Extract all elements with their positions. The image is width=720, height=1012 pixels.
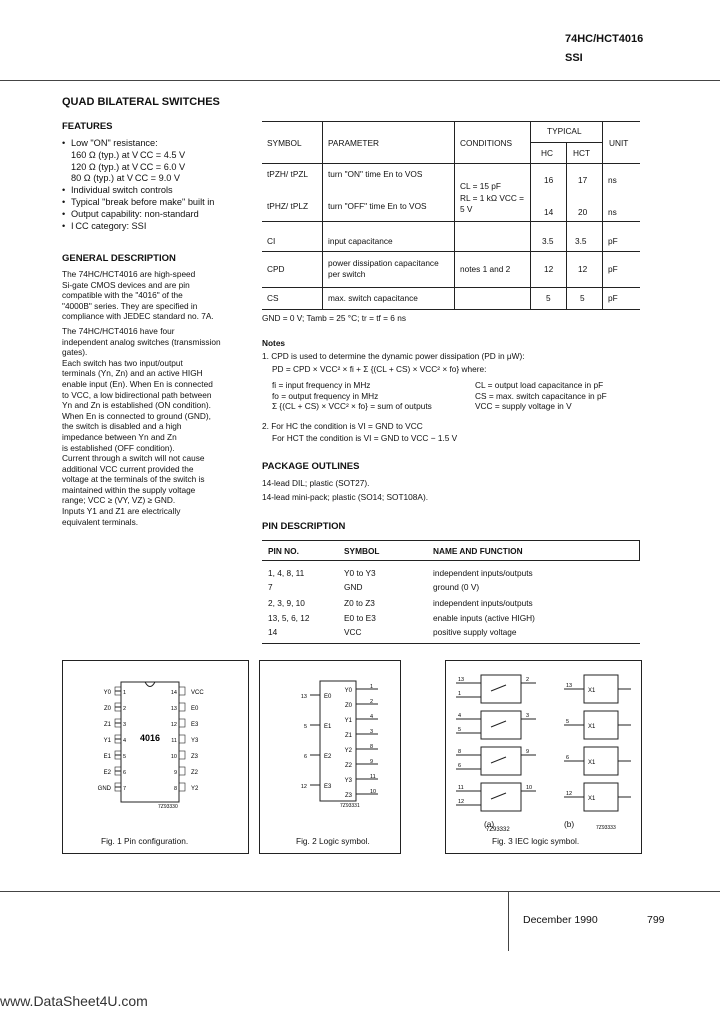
table-cell-hct: 20 <box>578 207 588 217</box>
note-2b: For HCT the condition is VI = GND to VCC − 1.5 V <box>272 433 458 443</box>
pin-number: 7 <box>123 786 127 792</box>
pin-number: 8 <box>458 749 462 755</box>
pin-number: 9 <box>526 749 530 755</box>
package-line: 14-lead mini-pack; plastic (SO14; SOT108A). <box>262 492 429 502</box>
pin-number: 2 <box>123 706 127 712</box>
pin-box <box>179 783 185 791</box>
enable-number: 6 <box>303 754 307 760</box>
feature-item: • Typical "break before make" built in <box>62 196 215 207</box>
pin-label: Y1 <box>103 738 111 744</box>
general-description-heading: GENERAL DESCRIPTION <box>62 253 176 264</box>
pin-number: 6 <box>566 755 570 761</box>
paragraph: The 74HC/HCT4016 have four independent analog switches (transmission gates). <box>62 325 221 358</box>
table-cell-parameter: max. switch capacitance <box>328 293 418 303</box>
table-footnote: GND = 0 V; Tamb = 25 °C; tr = tf = 6 ns <box>262 313 406 323</box>
chip-label: 4016 <box>139 733 161 743</box>
feature-item: 120 Ω (typ.) at V CC = 6.0 V <box>71 161 186 172</box>
feature-item: • Low "ON" resistance: <box>62 138 158 148</box>
figure-3-caption: Fig. 3 IEC logic symbol. <box>492 836 580 846</box>
pin-label: Y2 <box>191 786 199 792</box>
table-cell-parameter: turn "OFF" time En to VOS <box>328 201 427 211</box>
pin-symbol: VCC <box>344 627 362 637</box>
switch-label: X1 <box>588 724 596 730</box>
switch-box <box>481 747 521 775</box>
header-hc: HC <box>541 148 553 158</box>
pin-number: 5 <box>458 727 462 733</box>
table-cell-symbol: CI <box>267 236 276 246</box>
output-label: Y2 <box>344 748 352 754</box>
figure-code: 7Z93333 <box>596 825 616 831</box>
pin-number: 12 <box>566 791 573 797</box>
pin-number: 9 <box>173 770 177 776</box>
pin-header-no: PIN NO. <box>268 546 299 556</box>
general-description <box>62 269 262 527</box>
pin-number: 3 <box>526 713 530 719</box>
table-cell-symbol: CPD <box>267 264 285 274</box>
table-cell-unit: pF <box>608 264 618 274</box>
pin-symbol: E0 to E3 <box>344 613 376 623</box>
pin-header-symbol: SYMBOL <box>344 546 380 556</box>
paragraph: Current through a switch will not cause additional VCC current provided the voltage at the terminals of the switch is maintained within the supply voltage range; VCC ≥ (VY, VZ) ≥ GND. Inputs Y1 and Z1 are electrically equivalent terminals. <box>62 453 205 527</box>
pin-number: 10 <box>526 785 533 791</box>
pin-box <box>179 735 185 743</box>
enable-label: E2 <box>324 754 332 760</box>
figure-1-caption: Fig. 1 Pin configuration. <box>101 836 189 846</box>
table-cell-unit: pF <box>608 293 618 303</box>
output-number: 9 <box>370 759 374 765</box>
output-number: 4 <box>370 714 374 720</box>
switch-box <box>481 711 521 739</box>
table-cell-conditions: notes 1 and 2 <box>460 264 511 274</box>
enable-label: E0 <box>324 694 332 700</box>
switch-label: X1 <box>588 796 596 802</box>
table-cell-unit: pF <box>608 236 618 246</box>
pin-table <box>262 540 640 645</box>
feature-item: • I CC category: SSI <box>62 220 147 231</box>
output-label: Z3 <box>344 793 352 799</box>
pin-symbol: GND <box>344 582 363 592</box>
table-cell-unit: ns <box>608 175 617 185</box>
switch-glyph <box>491 793 506 799</box>
table-cell-hct: 3.5 <box>575 236 587 246</box>
pin-label: Y0 <box>103 690 111 696</box>
pin-number: 3 <box>123 722 127 728</box>
table-cell-parameter: power dissipation capacitance per switch <box>328 258 439 279</box>
pin-label: Z1 <box>103 722 111 728</box>
table-cell-symbol: CS <box>267 293 279 303</box>
pin-function: ground (0 V) <box>433 582 480 592</box>
table-cell-hc: 12 <box>544 264 554 274</box>
pin-number: 10 <box>170 754 177 760</box>
pin-number: 13 <box>170 706 177 712</box>
output-label: Z1 <box>344 733 352 739</box>
pin-box <box>179 767 185 775</box>
figure-3 <box>445 660 642 854</box>
switch-glyph <box>491 721 506 727</box>
switch-label: X1 <box>588 760 596 766</box>
figure-3-label-a: (a) <box>484 819 495 829</box>
table-cell-conditions: CL = 15 pF <box>460 181 501 191</box>
pin-function: independent inputs/outputs <box>433 598 533 608</box>
note-definitions-left: fi = input frequency in MHz fo = output frequency in MHz Σ {(CL + CS) × VCC² × fo} = sum of outputs <box>272 380 432 412</box>
table-cell-hct: 17 <box>578 175 588 185</box>
pin-label: E2 <box>103 770 111 776</box>
pin-number: 11 <box>171 738 177 744</box>
pin-number: 4 <box>123 738 127 744</box>
pin-number: 1 <box>123 690 127 696</box>
pin-number: 1 <box>458 691 462 697</box>
pin-number: 2, 3, 9, 10 <box>268 598 305 608</box>
pin-box <box>179 687 185 695</box>
pin-label: E1 <box>103 754 111 760</box>
part-number: 74HC/HCT4016 <box>565 33 644 45</box>
feature-item: • Output capability: non-standard <box>62 208 199 219</box>
characteristics-table <box>262 121 640 311</box>
table-cell-unit: ns <box>608 207 617 217</box>
figure-2 <box>259 660 401 854</box>
pin-label: E3 <box>191 722 199 728</box>
output-number: 8 <box>370 744 374 750</box>
output-number: 10 <box>370 789 377 795</box>
header-typical: TYPICAL <box>547 126 582 136</box>
header-conditions: CONDITIONS <box>460 138 513 148</box>
pin-number: 13, 5, 6, 12 <box>268 613 310 623</box>
table-cell-parameter: turn "ON" time En to VOS <box>328 169 423 179</box>
figure-3-label-b: (b) <box>564 819 575 829</box>
table-cell-hc: 16 <box>544 175 554 185</box>
output-label: Z0 <box>344 703 352 709</box>
features-heading: FEATURES <box>62 121 113 132</box>
note-formula: PD = CPD × VCC² × fi + Σ {(CL + CS) × VCC² × fo} where: <box>272 364 487 374</box>
pin-number: 14 <box>268 627 278 637</box>
notes-heading: Notes <box>262 338 286 348</box>
figure-code: 7Z93330 <box>158 804 178 810</box>
enable-number: 13 <box>300 694 307 700</box>
feature-item: 160 Ω (typ.) at V CC = 4.5 V <box>71 149 186 160</box>
figure-code: 7Z93331 <box>340 803 360 809</box>
output-number: 11 <box>370 774 376 780</box>
pin-number: 14 <box>170 690 177 696</box>
pin-box <box>179 703 185 711</box>
paragraph: The 74HC/HCT4016 are high-speed Si-gate CMOS devices and are pin compatible with the "4016" of the "4000B" series. They are specified in compliance with JEDEC standard no. 7A. <box>62 269 214 322</box>
pin-label: E0 <box>191 706 199 712</box>
logic-symbol-diagram <box>260 661 400 826</box>
output-number: 3 <box>370 729 374 735</box>
output-label: Y3 <box>344 778 352 784</box>
pin-number: 6 <box>123 770 127 776</box>
table-cell-hc: 5 <box>546 293 551 303</box>
pin-number: 13 <box>566 683 573 689</box>
table-cell-parameter: input capacitance <box>328 236 393 246</box>
feature-item: 80 Ω (typ.) at V CC = 9.0 V <box>71 173 181 184</box>
switch-glyph <box>491 685 506 691</box>
pin-label: Y3 <box>191 738 199 744</box>
pin-number: 12 <box>458 799 465 805</box>
note-1: 1. CPD is used to determine the dynamic power dissipation (PD in μW): <box>262 351 525 361</box>
output-number: 2 <box>370 699 374 705</box>
switch-label: X1 <box>588 688 596 694</box>
header-rule <box>0 80 720 81</box>
pin-label: Z2 <box>191 770 199 776</box>
switch-box <box>481 783 521 811</box>
figure-2-caption: Fig. 2 Logic symbol. <box>296 836 370 846</box>
header-unit: UNIT <box>609 138 629 148</box>
watermark: www.DataSheet4U.com <box>0 993 148 1009</box>
pin-number: 2 <box>526 677 530 683</box>
pin-configuration-diagram <box>63 661 248 826</box>
package-heading: PACKAGE OUTLINES <box>262 461 360 472</box>
enable-label: E3 <box>324 784 332 790</box>
enable-number: 12 <box>300 784 307 790</box>
table-cell-hc: 14 <box>544 207 554 217</box>
figure-code: 7Z93332 <box>486 827 510 831</box>
part-class: SSI <box>565 52 583 64</box>
output-number: 1 <box>370 684 374 690</box>
output-label: Y1 <box>344 718 352 724</box>
footer-date: December 1990 <box>523 914 598 926</box>
enable-number: 5 <box>303 724 307 730</box>
enable-label: E1 <box>324 724 332 730</box>
pin-number: 7 <box>268 582 273 592</box>
pin-number: 5 <box>566 719 570 725</box>
pin-number: 8 <box>173 786 177 792</box>
pin-box <box>179 719 185 727</box>
pin-box <box>179 751 185 759</box>
figure-1 <box>62 660 249 854</box>
table-cell-symbol: tPHZ/ tPLZ <box>267 201 309 211</box>
table-cell-symbol: tPZH/ tPZL <box>267 169 309 179</box>
pin-function: positive supply voltage <box>433 627 517 637</box>
pin-label: GND <box>97 786 111 792</box>
pin-number: 6 <box>458 763 462 769</box>
paragraph: Each switch has two input/output terminals (Yn, Zn) and an active HIGH enable input (En). When En is connected to VCC, a low bidirectional path between Yn and Zn is established (ON condition). When En is connected to ground (GND), the switch is disabled and a high impedance between Yn and Zn is established (OFF condition). <box>62 357 213 453</box>
pin-header-name: NAME AND FUNCTION <box>433 546 523 556</box>
note-2a: 2. For HC the condition is VI = GND to VCC <box>262 421 423 431</box>
output-label: Z2 <box>344 763 352 769</box>
pin-number: 1, 4, 8, 11 <box>268 568 305 578</box>
pin-label: Z3 <box>191 754 199 760</box>
page-title: QUAD BILATERAL SWITCHES <box>62 96 220 108</box>
switch-glyph <box>491 757 506 763</box>
pin-number: 13 <box>458 677 465 683</box>
output-label: Y0 <box>344 688 352 694</box>
header-hct: HCT <box>573 148 591 158</box>
table-cell-conditions: RL = 1 kΩ VCC = 5 V <box>460 193 524 214</box>
header-parameter: PARAMETER <box>328 138 380 148</box>
pin-symbol: Z0 to Z3 <box>344 598 375 608</box>
iec-logic-symbol-diagram <box>446 661 641 831</box>
features-list <box>62 138 262 232</box>
footer-rule <box>0 891 720 892</box>
table-cell-hct: 5 <box>580 293 585 303</box>
pin-number: 4 <box>458 713 462 719</box>
pin-number: 5 <box>123 754 127 760</box>
pin-function: independent inputs/outputs <box>433 568 533 578</box>
pin-number: 11 <box>458 785 464 791</box>
switch-box <box>481 675 521 703</box>
pin-label: Z0 <box>103 706 111 712</box>
footer-divider <box>508 891 509 951</box>
header-symbol: SYMBOL <box>267 138 302 148</box>
table-cell-hc: 3.5 <box>542 236 554 246</box>
pin-symbol: Y0 to Y3 <box>344 568 376 578</box>
pin-label: VCC <box>191 690 204 696</box>
table-cell-hct: 12 <box>578 264 588 274</box>
pin-description-heading: PIN DESCRIPTION <box>262 521 346 532</box>
page-number: 799 <box>647 914 665 926</box>
feature-item: • Individual switch controls <box>62 185 173 196</box>
note-definitions-right: CL = output load capacitance in pF CS = max. switch capacitance in pF VCC = supply voltage in V <box>475 380 607 412</box>
package-line: 14-lead DIL; plastic (SOT27). <box>262 478 370 488</box>
pin-function: enable inputs (active HIGH) <box>433 613 535 623</box>
pin-number: 12 <box>170 722 177 728</box>
